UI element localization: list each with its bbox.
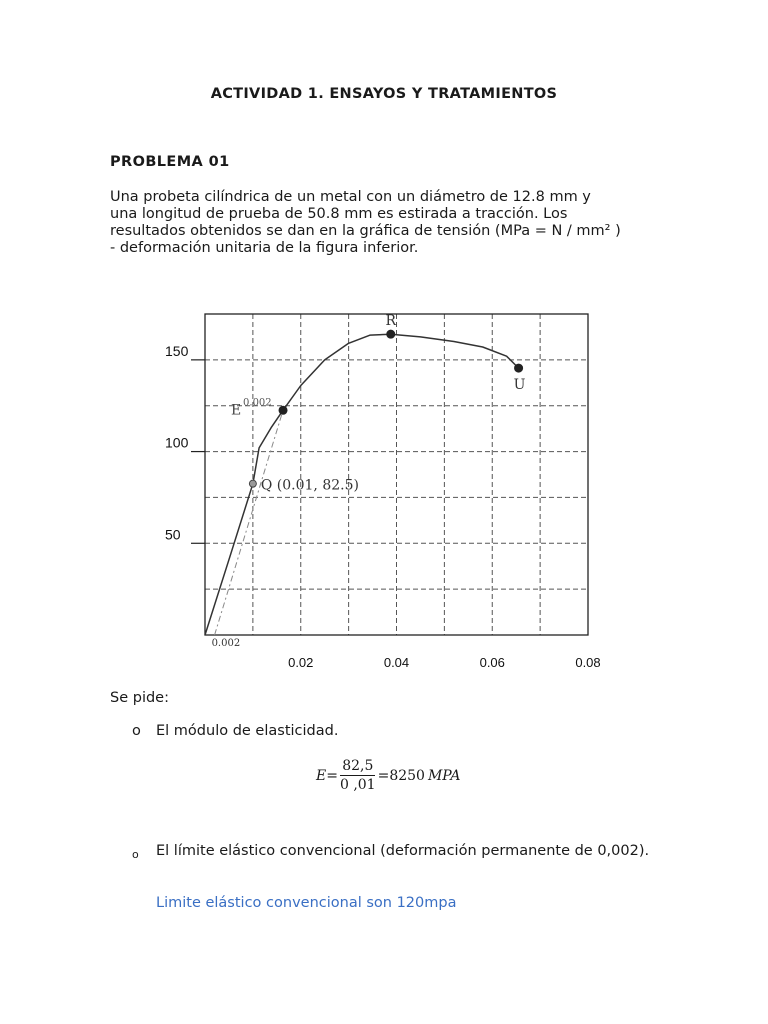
offset-line [215,410,283,635]
document-title: ACTIVIDAD 1. ENSAYOS Y TRATAMIENTOS [210,86,558,102]
question-1-text: El módulo de elasticidad. [156,723,339,739]
data-point-u [514,364,523,373]
data-point-e [279,406,288,415]
data-point-q [249,480,256,487]
answer-2-text: Limite elástico convencional son 120mpa [156,895,457,911]
intro-line: una longitud de prueba de 50.8 mm es estirada a tracción. Los [110,206,568,222]
x-tick-label: 0.04 [383,655,410,670]
formula-result: =8250 [377,767,425,784]
formula-unit: MPA [427,767,461,784]
formula-fraction [340,758,376,793]
x-tick-label: 0.02 [288,655,314,670]
stress-strain-chart [150,300,610,680]
bullet-marker: o [132,848,139,861]
formula-lhs: E [316,767,327,784]
point-label-r: R [385,313,397,330]
intro-line: resultados obtenidos se dan en la gráfica de tensión (MPa = N / mm² ) [110,223,621,239]
bullet-marker: o [132,723,141,739]
point-label-u: U [513,377,526,394]
intro-line: Una probeta cilíndrica de un metal con un diámetro de 12.8 mm y [110,189,591,205]
formula-numerator: 82,5 [342,758,374,774]
modulus-formula [316,758,461,793]
y-tick-label: 50 [165,526,181,543]
x-tick-label: 0.06 [479,655,505,670]
intro-line: - deformación unitaria de la figura inferior. [110,240,419,256]
question-2-text: El límite elástico convencional (deformación permanente de 0,002). [156,843,650,859]
problem-statement [110,189,670,257]
problem-heading: PROBLEMA 01 [110,154,230,170]
stress-strain-chart-svg [150,300,610,680]
point-label-e: E [231,402,242,419]
formula-denominator: 0 ,01 [339,777,376,793]
data-point-r [386,330,395,339]
point-label-e-superscript: 0.002 [243,397,272,409]
y-tick-label: 100 [165,434,189,451]
formula-equals: = [326,767,338,784]
offset-label: 0.002 [211,638,241,649]
se-pide-label: Se pide: [110,690,169,706]
x-tick-label: 0.08 [575,655,601,670]
y-tick-label: 150 [165,342,189,359]
point-label-q: Q (0.01, 82.5) [260,477,359,494]
